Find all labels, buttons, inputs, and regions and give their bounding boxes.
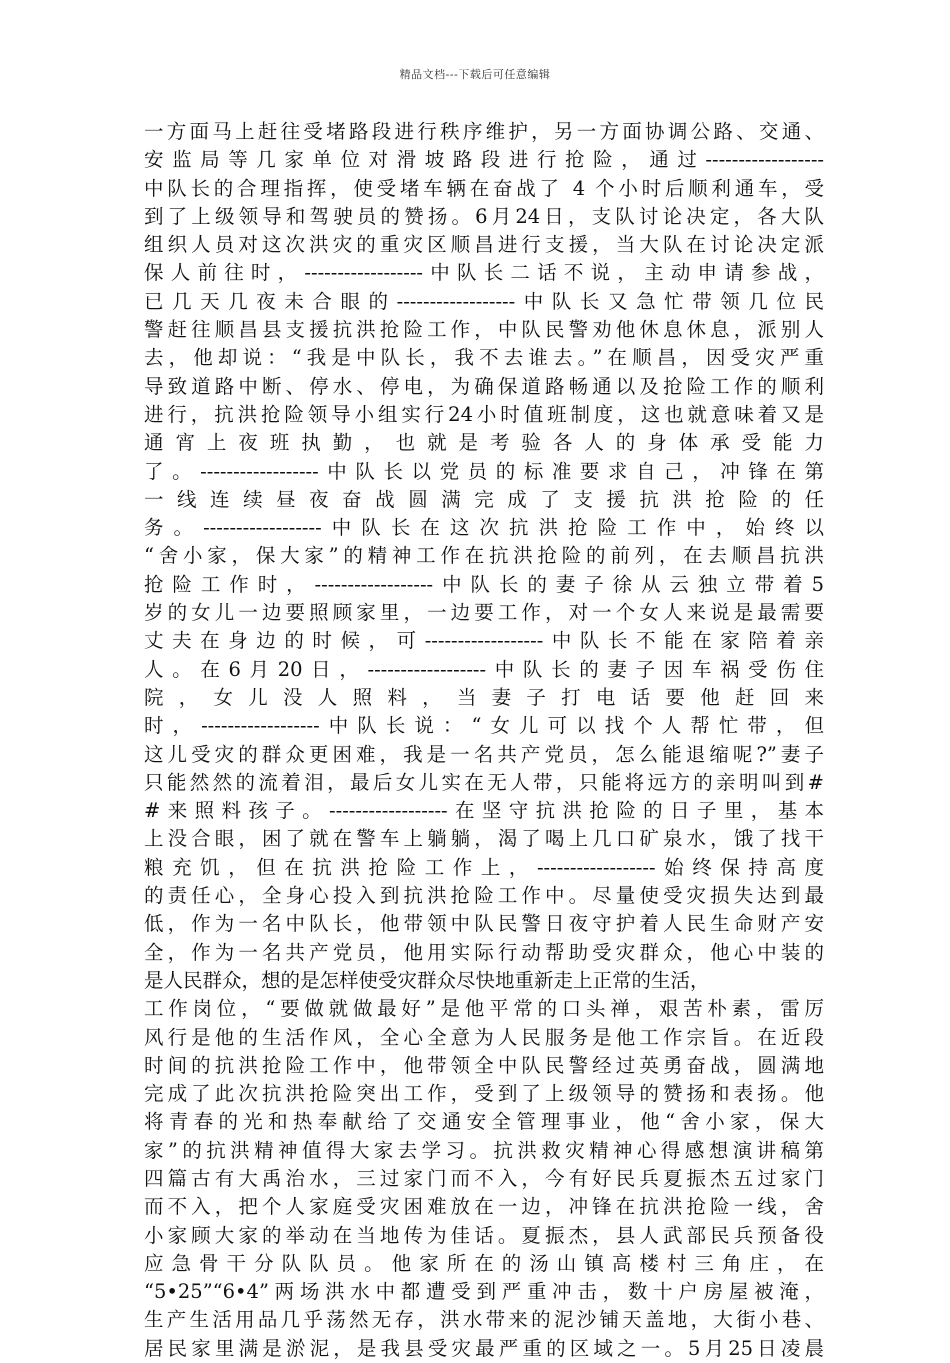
text-line: 一方面马上赶往受堵路段进行秩序维护，另一方面协调公路、交通、 — [144, 120, 824, 143]
text-line: 而不入，把个人家庭受灾困难放在一边，冲锋在抗洪抢险一线，舍 — [144, 1195, 824, 1219]
text-line: 岁的女儿一边要照顾家里，一边要工作，对一个女人来说是最需要 — [144, 601, 824, 625]
text-line: 家”的抗洪精神值得大家去学习。抗洪救灾精神心得感想演讲稿第 — [144, 1138, 824, 1162]
text-line: 丈夫在身边的时候，可------------------中队长不能在家陪着亲 — [144, 629, 824, 653]
text-line: “舍小家，保大家”的精神工作在抗洪抢险的前列，在去顺昌抗洪 — [144, 544, 824, 568]
text-line: 风行是他的生活作风，全心全意为人民服务是他工作宗旨。在近段 — [144, 1025, 824, 1049]
text-line: 安监局等几家单位对滑坡路段进行抢险，通过------------------ — [144, 148, 824, 172]
text-line: 上没合眼，困了就在警车上躺躺，渴了喝上几口矿泉水，饿了找干 — [144, 827, 824, 851]
text-line: 一线连续昼夜奋战圆满完成了支援抗洪抢险的任 — [144, 487, 824, 511]
text-line: 时，------------------中队长说：“女儿可以找个人帮忙带，但 — [144, 714, 824, 738]
text-line: 居民家里满是淤泥，是我县受灾最严重的区域之一。5月25日凌晨 — [144, 1336, 824, 1360]
text-line: 低，作为一名中队长，他带领中队民警日夜守护着人民生命财产安 — [144, 912, 824, 936]
text-line: 的责任心，全身心投入到抗洪抢险工作中。尽量使受灾损失达到最 — [144, 884, 824, 908]
text-line: 这儿受灾的群众更困难，我是一名共产党员，怎么能退缩呢?”妻子 — [144, 742, 824, 766]
text-line: 中队长的合理指挥，使受堵车辆在奋战了 4 个小时后顺利通车，受 — [144, 176, 824, 200]
text-line: 导致道路中断、停水、停电，为确保道路畅通以及抢险工作的顺利 — [144, 374, 824, 398]
text-line: 人。在6月20日，------------------中队长的妻子因车祸受伤住 — [144, 657, 824, 681]
page-header: 精品文档---下载后可任意编辑 — [399, 68, 551, 81]
text-line: 保人前往时，------------------中队长二话不说，主动申请参战， — [144, 261, 824, 285]
text-line: 是人民群众，想的是怎样使受灾群众尽快地重新走上正常的生活， — [144, 968, 710, 992]
document-body — [144, 118, 824, 1363]
text-line: 生产生活用品几乎荡然无存，洪水带来的泥沙铺天盖地，大街小巷、 — [144, 1308, 824, 1332]
text-line: 通宵上夜班执勤，也就是考验各人的身体承受能力 — [144, 431, 824, 455]
text-line: 时间的抗洪抢险工作中，他带领全中队民警经过英勇奋战，圆满地 — [144, 1053, 824, 1077]
text-line: 进行，抗洪抢险领导小组实行24小时值班制度，这也就意味着又是 — [144, 402, 824, 426]
text-line: 警赶往顺昌县支援抗洪抢险工作，中队民警劝他休息休息，派别人 — [144, 318, 824, 342]
text-line: 院，女儿没人照料，当妻子打电话要他赶回来 — [144, 685, 824, 709]
text-line: 完成了此次抗洪抢险突出工作，受到了上级领导的赞扬和表扬。他 — [144, 1082, 824, 1106]
text-line: “5•25”“6•4”两场洪水中都遭受到严重冲击，数十户房屋被淹， — [144, 1280, 824, 1304]
text-line: 已几天几夜未合眼的------------------中队长又急忙带领几位民 — [144, 289, 824, 313]
text-line: 到了上级领导和驾驶员的赞扬。6月24日，支队讨论决定，各大队 — [144, 204, 824, 228]
text-line: 组织人员对这次洪灾的重灾区顺昌进行支援，当大队在讨论决定派 — [144, 233, 824, 257]
text-line: 全，作为一名共产党员，他用实际行动帮助受灾群众，他心中装的 — [144, 940, 824, 964]
text-line: 四篇古有大禹治水，三过家门而不入，今有好民兵夏振杰五过家门 — [144, 1166, 824, 1190]
text-line: 抢险工作时，------------------中队长的妻子徐从云独立带着5 — [144, 572, 824, 596]
text-line: 粮充饥，但在抗洪抢险工作上，------------------始终保持高度 — [144, 855, 824, 879]
text-line: 小家顾大家的举动在当地传为佳话。夏振杰，县人武部民兵预备役 — [144, 1223, 824, 1247]
text-line: 只能然然的流着泪，最后女儿实在无人带，只能将远方的亲明叫到# — [144, 770, 824, 794]
text-line: 去，他却说：“我是中队长，我不去谁去。”在顺昌，因受灾严重 — [144, 346, 824, 370]
text-line: 应急骨干分队队员。他家所在的汤山镇高楼村三角庄，在 — [144, 1251, 824, 1275]
text-line: 了。------------------中队长以党员的标准要求自己，冲锋在第 — [144, 459, 824, 483]
text-line: #来照料孩子。------------------在坚守抗洪抢险的日子里，基本 — [144, 799, 824, 823]
text-line: 务。------------------中队长在这次抗洪抢险工作中，始终以 — [144, 516, 824, 540]
text-line: 工作岗位，“要做就做最好”是他平常的口头禅，艰苦朴素，雷厉 — [144, 997, 824, 1021]
text-line: 将青春的光和热奉献给了交通安全管理事业，他“舍小家，保大 — [144, 1110, 824, 1134]
